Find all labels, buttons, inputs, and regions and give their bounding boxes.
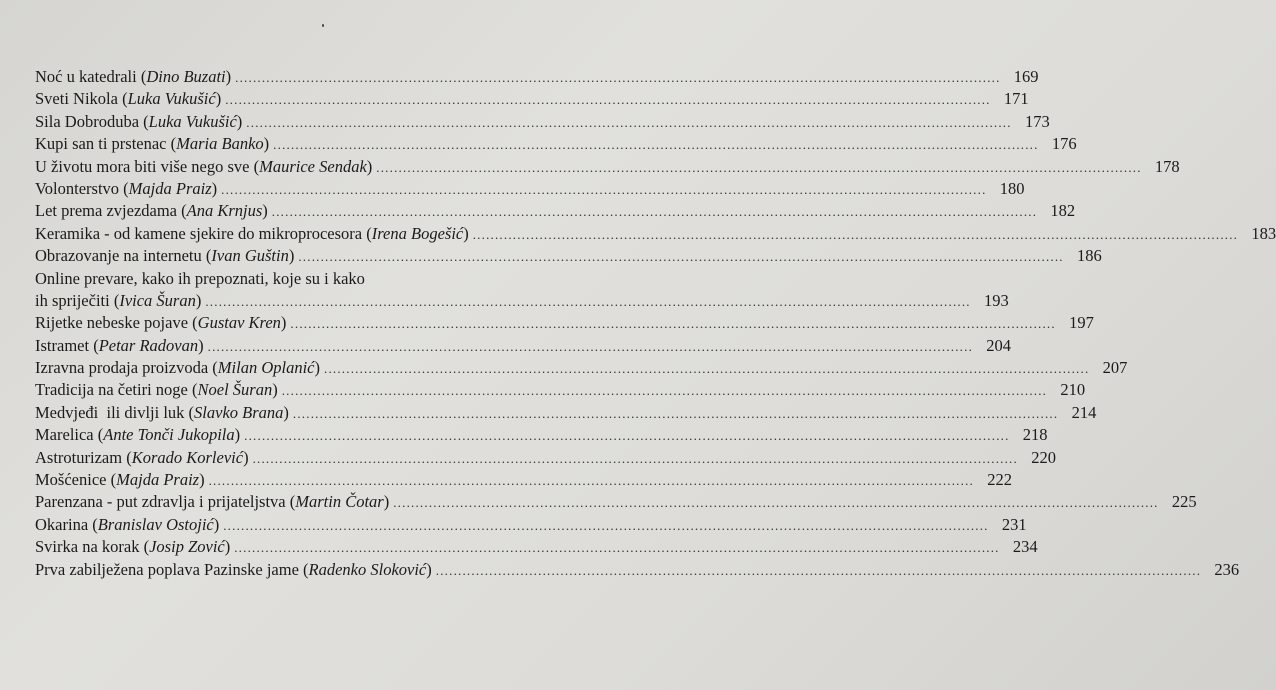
toc-entry-page: 186 [1077, 246, 1102, 266]
toc-entry-title: Sila Dobroduba (Luka Vukušić) [35, 111, 243, 131]
toc-entry [35, 559, 1240, 581]
leader-dots [225, 89, 990, 111]
leader-dots [234, 537, 999, 559]
toc-entry-page: 178 [1154, 156, 1180, 176]
toc-entry-page: 231 [1001, 514, 1027, 534]
toc-entry-title: Marelica (Ante Tonči Jukopila) [35, 425, 241, 445]
toc-entry-page: 214 [1071, 402, 1097, 422]
toc-entry-page: 171 [1003, 89, 1029, 109]
leader-dots [376, 157, 1141, 179]
toc-entry [35, 66, 1039, 88]
toc-entry-author: Noel Šuran [197, 380, 273, 400]
toc-entry [35, 290, 1009, 312]
toc-entry-author: Josip Zović [149, 537, 225, 557]
leader-dots [223, 515, 988, 537]
toc-entry-author: Ante Tonči Jukopila [103, 425, 235, 445]
toc-entry-author: Slavko Brana [194, 402, 284, 422]
toc-entry [35, 379, 1086, 401]
toc-entry-page: 180 [999, 178, 1025, 198]
table-of-contents [35, 66, 1276, 581]
toc-entry-title: Mošćenice (Majda Praiz) [35, 470, 205, 490]
toc-entry-title: Kupi san ti prstenac (Maria Banko) [35, 134, 270, 154]
toc-entry-title: U životu mora biti više nego sve (Maurice Sendak) [35, 156, 373, 176]
toc-entry [35, 424, 1048, 446]
leader-dots [436, 560, 1201, 582]
toc-entry-page: 193 [984, 290, 1009, 310]
toc-entry-author: Martin Čotar [295, 492, 384, 512]
toc-entry [35, 402, 1097, 424]
leader-dots [244, 425, 1009, 447]
leader-dots [393, 492, 1158, 514]
toc-entry-title: Medvjeđi ili divlji luk (Slavko Brana) [35, 402, 289, 422]
toc-entry-title: Istramet (Petar Radovan) [35, 335, 204, 355]
leader-dots [253, 448, 1018, 470]
toc-entry-title: Astroturizam (Korado Korlević) [35, 447, 249, 467]
toc-entry [35, 88, 1029, 110]
toc-entry-author: Petar Radovan [98, 335, 199, 355]
toc-entry-page: 220 [1031, 447, 1056, 467]
toc-entry-title: Svirka na korak (Josip Zović) [35, 537, 231, 557]
toc-entry-page: 183 [1251, 223, 1276, 243]
toc-entry-author: Irena Bogešić [371, 223, 464, 243]
toc-entry [35, 447, 1056, 469]
leader-dots [324, 358, 1089, 380]
toc-entry-author: Maria Banko [176, 134, 264, 154]
toc-entry-title: Izravna prodaja proizvoda (Milan Oplanić) [35, 358, 320, 378]
toc-entry [35, 491, 1197, 513]
toc-entry-page: 225 [1171, 492, 1197, 512]
leader-dots [293, 403, 1058, 425]
toc-entry-author: Dino Buzati [146, 67, 226, 86]
toc-entry-title: Noć u katedrali (Dino Buzati) [35, 67, 232, 86]
leader-dots [208, 336, 973, 358]
leader-dots [473, 224, 1238, 246]
leader-dots [221, 179, 986, 201]
leader-dots [246, 112, 1011, 134]
toc-entry-author: Luka Vukušić [148, 111, 237, 131]
leader-dots [235, 67, 1000, 89]
toc-entry-author: Luka Vukušić [127, 89, 216, 109]
toc-entry-author: Ivica Šuran [119, 290, 196, 310]
toc-entry [35, 223, 1276, 245]
toc-entry-author: Korado Korlević [131, 447, 244, 467]
toc-entry-title: Let prema zvjezdama (Ana Krnjus) [35, 201, 268, 221]
toc-entry-title: Parenzana - put zdravlja i prijateljstva (Martin Čotar) [35, 492, 390, 512]
leader-dots [282, 380, 1047, 402]
toc-entry-author: Majda Praiz [128, 178, 212, 198]
toc-entry-page: 222 [987, 470, 1012, 490]
toc-entry-page: 169 [1013, 67, 1039, 86]
toc-entry [35, 133, 1077, 155]
toc-entry-title: Prva zabilježena poplava Pazinske jame (Radenko Sloković) [35, 559, 432, 579]
toc-entry-page: 234 [1012, 537, 1038, 557]
toc-entry-author: Gustav Kren [197, 313, 281, 333]
leader-dots [290, 313, 1055, 335]
toc-entry [35, 111, 1050, 133]
toc-entry-author: Majda Praiz [116, 470, 200, 490]
toc-entry-page: 218 [1022, 425, 1048, 445]
toc-entry-author: Milan Oplanić [217, 358, 315, 378]
toc-entry [35, 469, 1012, 491]
toc-entry-title: Okarina (Branislav Ostojić) [35, 514, 220, 534]
leader-dots [205, 291, 970, 313]
leader-dots [298, 246, 1063, 268]
toc-entry [35, 156, 1180, 178]
toc-entry-title: Obrazovanje na internetu (Ivan Guštin) [35, 246, 295, 266]
toc-entry-page: 204 [986, 335, 1012, 355]
toc-entry [35, 178, 1025, 200]
toc-entry-title: Rijetke nebeske pojave (Gustav Kren) [35, 313, 287, 333]
toc-entry [35, 200, 1076, 222]
toc-entry-page: 176 [1051, 134, 1077, 154]
toc-entry-continued [35, 268, 667, 290]
toc-entry-page: 182 [1050, 201, 1076, 221]
toc-entry-title: Keramika - od kamene sjekire do mikroprocesora (Irena Bogešić) [35, 223, 469, 243]
ink-speck [322, 24, 324, 27]
toc-entry-page: 236 [1214, 559, 1240, 579]
toc-entry-title-line1: Online prevare, kako ih prepoznati, koje su i kako [35, 268, 365, 288]
toc-entry-author: Maurice Sendak [259, 156, 367, 176]
leader-dots [272, 201, 1037, 223]
toc-entry-author: Ivan Guštin [211, 246, 289, 266]
toc-entry-title: Sveti Nikola (Luka Vukušić) [35, 89, 222, 109]
toc-entry-author: Branislav Ostojić [97, 514, 214, 534]
toc-entry-title: Tradicija na četiri noge (Noel Šuran) [35, 380, 278, 400]
toc-entry [35, 312, 1094, 334]
toc-entry [35, 357, 1128, 379]
toc-entry-page: 173 [1024, 111, 1050, 131]
toc-entry-page: 210 [1060, 380, 1086, 400]
toc-entry-author: Ana Krnjus [186, 201, 263, 221]
toc-entry [35, 514, 1027, 536]
toc-entry-title: Volonterstvo (Majda Praiz) [35, 178, 218, 198]
toc-entry [35, 335, 1012, 357]
leader-dots [273, 134, 1038, 156]
toc-entry-page: 197 [1069, 313, 1094, 333]
toc-entry-title: ih spriječiti (Ivica Šuran) [35, 290, 202, 310]
toc-entry [35, 245, 1102, 267]
leader-dots [209, 470, 974, 492]
toc-entry-page: 207 [1102, 358, 1128, 378]
toc-entry [35, 536, 1038, 558]
toc-entry-author: Radenko Sloković [308, 559, 427, 579]
